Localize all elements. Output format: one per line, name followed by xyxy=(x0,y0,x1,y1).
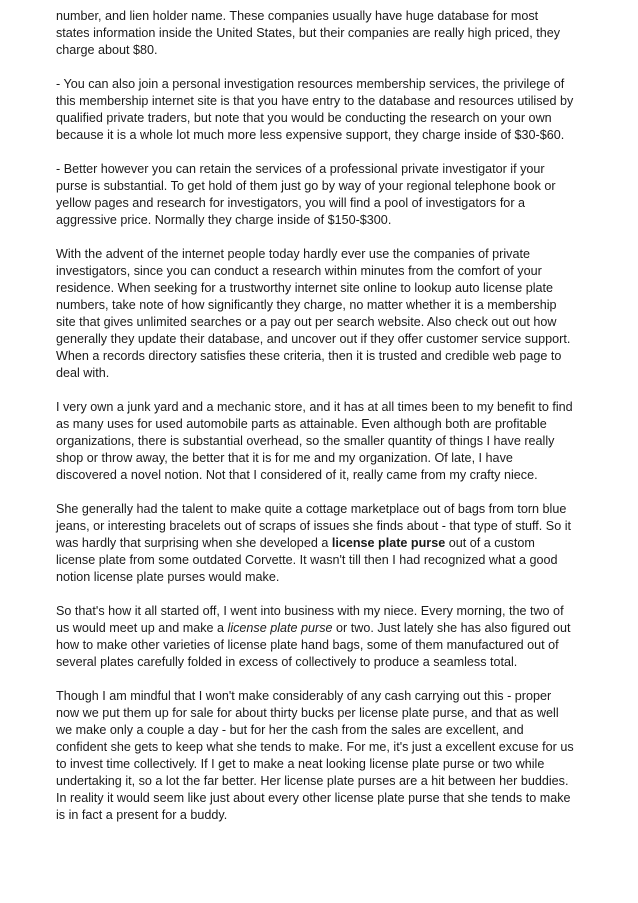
paragraph-6-text-start: She generally had the talent to make quite a cottage marketplace out of bags from torn blue jeans, or interesting bracelets out of scraps of issues she finds about - that type of stuff. So it was hardly that surprising when she developed a xyxy=(56,502,571,550)
paragraph-6 xyxy=(56,501,586,586)
license-plate-purse-link[interactable]: license plate purse xyxy=(331,536,446,550)
paragraph-6-text-end: out of a custom license plate from some outdated Corvette. It wasn't till then I had recognized what a good notion license plate purses would make. xyxy=(56,536,558,584)
paragraph-5: I very own a junk yard and a mechanic store, and it has at all times been to my benefit to find as many uses for used automobile parts as attainable. Even although both are profitable organizations, there is substantial overhead, so the smaller quantity of things I have really shop or throw away, the better that it is for me and my organization. Of late, I have discovered a novel notion. Not that I considered of it, really came from my crafty niece. xyxy=(56,400,573,482)
paragraph-7-text-start: So that's how it all started off, I went into business with my niece. Every morning, the two of us would meet up and make a xyxy=(56,604,564,635)
paragraph-3: - Better however you can retain the services of a professional private investigator if your purse is substantial. To get hold of them just go by way of your regional telephone book or yellow pages and research for investigators, you will find a pool of investigators for a aggressive price. Normally they charge inside of $150-$300. xyxy=(56,162,556,227)
license-plate-purse-italic-link[interactable]: license plate purse xyxy=(227,621,333,635)
paragraph-7-text-end: or two. Just lately she has also figured out how to make other varieties of license plate hand bags, some of them manufactured out of several plates carefully folded in excess of collectively to produce a seamless total. xyxy=(56,621,571,669)
paragraph-1: number, and lien holder name. These companies usually have huge database for most states information inside the United States, but their companies are really high priced, they charge about $80. xyxy=(56,9,561,57)
paragraph-4: With the advent of the internet people today hardly ever use the companies of private investigators, since you can conduct a research within minutes from the comfort of your residence. When seeking for a trustworthy internet site online to lookup auto license plate numbers, take note of how significantly they charge, no matter whether it is a membership site that gives unlimited searches or a pay out per search website. Also check out out how generally they update their database, and uncover out if they offer customer service support. When a records directory satisfies these criteria, then it is trusted and credible web page to deal with. xyxy=(56,247,571,380)
paragraph-2: - You can also join a personal investigation resources membership services, the privilege of this membership internet site is that you have entry to the database and resources utilised by qualified private traders, but note that you would be conducting the research on your own because it is a whole lot much more less expensive support, they charge inside of $30-$60. xyxy=(56,77,574,142)
paragraph-7 xyxy=(56,603,586,671)
document-page xyxy=(56,8,586,824)
paragraph-8: Though I am mindful that I won't make considerably of any cash carrying out this - proper now we put them up for sale for about thirty bucks per license plate purse, and that as well we make only a couple a day - but for her the cash from the sales are excellent, and confident she gets to keep what she tends to make. For me, it's just a excellent excuse for us to invest time collectively. If I get to make a neat looking license plate purse or two while undertaking it, so a lot the far better. Her license plate purses are a hit between her buddies. In reality it would seem like just about every other license plate purse that she tends to make is in fact a present for a buddy. xyxy=(56,689,574,822)
